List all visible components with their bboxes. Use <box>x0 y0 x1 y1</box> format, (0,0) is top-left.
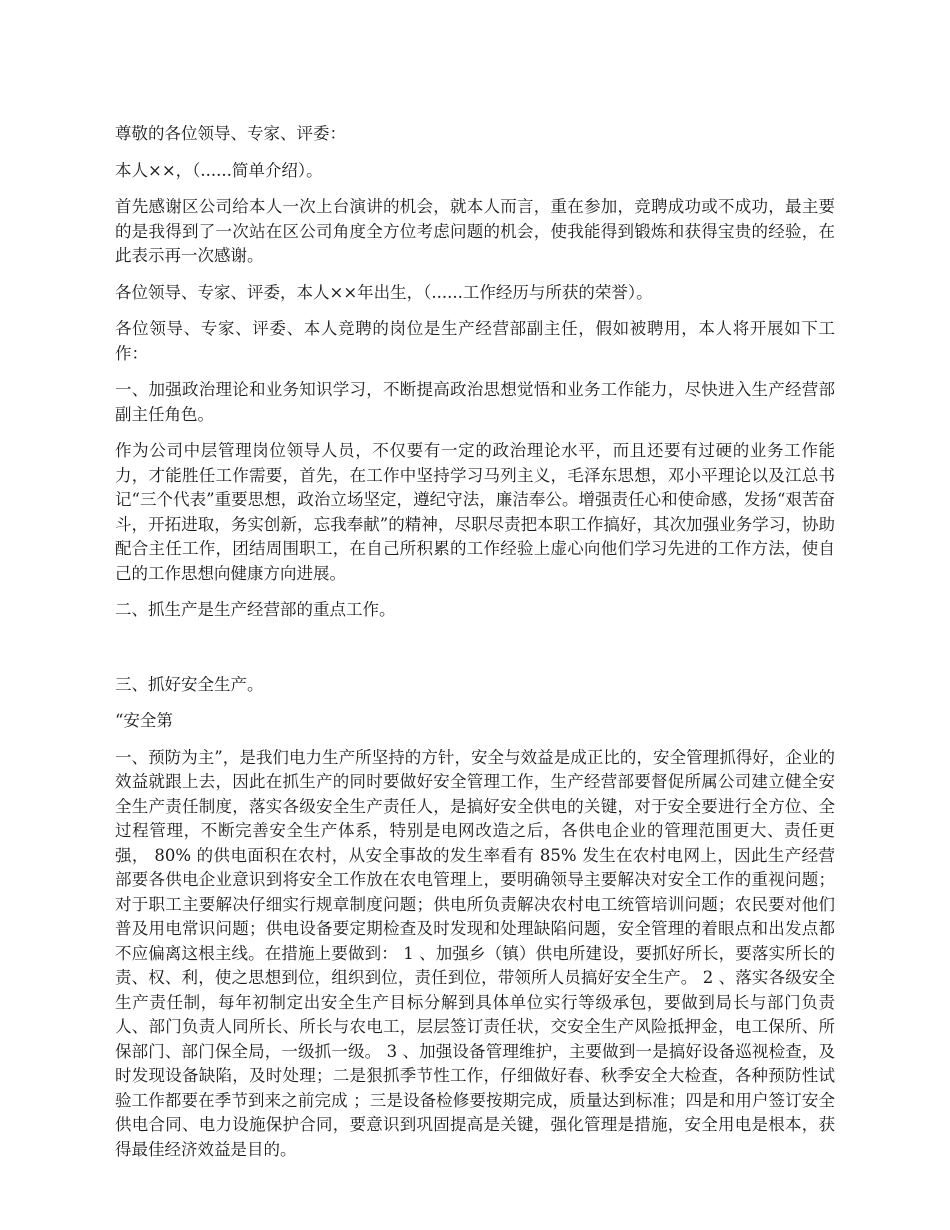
section-heading-1: 一、加强政治理论和业务知识学习，不断提高政治思想觉悟和业务工作能力，尽快进入生产经营部副主任角色。 <box>115 380 835 424</box>
quote-start: “安全第 <box>115 711 173 730</box>
background-paragraph: 各位领导、专家、评委，本人××年出生，（......工作经历与所获的荣誉）。 <box>115 282 653 302</box>
salutation: 尊敬的各位领导、专家、评委： <box>115 124 346 143</box>
position-paragraph: 各位领导、专家、评委、本人竞聘的岗位是生产经营部副主任，假如被聘用，本人将开展如下工作： <box>115 319 835 363</box>
safety-body: 一、预防为主”，是我们电力生产所坚持的方针，安全与效益是成正比的，安全管理抓得好，企业的效益就跟上去，因此在抓生产的同时要做好安全管理工作，生产经营部要督促所属公司建立健全安全生产责任制度，落实各级安全生产责任人，是搞好安全供电的关键，对于安全要进行全方位、全过程管理，不断完善安全生产体系，特别是电网改造之后，各供电企业的管理范围更大、责任更强， 80% 的供电面积在农村，从安全事故的发生率看有 85% 发生在农村电网上，因此生产经营部要各供电企业意识到将安全工作放在农电管理上，要明确领导主要解决对安全工作的重视问题；对于职工主要解决仔细实行规章制度问题；供电所负责解决农村电工统管培训问题；农民要对他们普及用电常识问题；供电设备要定期检查及时发现和处理缺陷问题，安全管理的着眼点和出发点都不应偏离这根主线。在措施上要做到： 1 、加强乡（镇）供电所建设，要抓好所长，要落实所长的责、权、利，使之思想到位，组织到位，责任到位，带领所人员搞好安全生产。 2 、落实各级安全生产责任制，每年初制定出安全生产目标分解到具体单位实行等级承包，要做到局长与部门负责人、部门负责人同所长、所长与农电工，层层签订责任状，交安全生产风险抵押金，电工保所、所保部门、部门保全局，一级抓一级。 3 、加强设备管理维护，主要做到一是搞好设备巡视检查，及时发现设备缺陷，及时处理；二是狠抓季节性工作，仔细做好春、秋季安全大检查，各种预防性试验工作都要在季节到来之前完成 ；三是设备检修要按期完成，质量达到标准；四是和用户签订安全供电合同、电力设施保护合同，要意识到巩固提高是关键，强化管理是措施，安全用电是根本，获得最佳经济效益是目的。 <box>115 747 835 1159</box>
self-introduction: 本人××，（......简单介绍）。 <box>115 160 323 180</box>
section-heading-3: 三、抓好安全生产。 <box>115 674 264 694</box>
document-body <box>115 122 835 1174</box>
thanks-paragraph: 首先感谢区公司给本人一次上台演讲的机会，就本人而言，重在参加，竞聘成功或不成功，最主要的是我得到了一次站在区公司角度全方位考虑问题的机会，使我能得到锻炼和获得宝贵的经验，在此表示再一次感谢。 <box>115 197 835 265</box>
section-heading-2: 二、抓生产是生产经营部的重点工作。 <box>115 600 396 619</box>
section-body-1: 作为公司中层管理岗位领导人员，不仅要有一定的政治理论水平，而且还要有过硬的业务工作能力，才能胜任工作需要，首先，在工作中坚持学习马列主义，毛泽东思想，邓小平理论以及江总书记“三个代表”重要思想，政治立场坚定，遵纪守法，廉洁奉公。增强责任心和使命感，发扬“艰苦奋斗，开拓进取，务实创新，忘我奉献”的精神，尽职尽责把本职工作搞好，其次加强业务学习，协助配合主任工作，团结周围职工，在自己所积累的工作经验上虚心向他们学习先进的工作方法，使自己的工作思想向健康方向进展。 <box>115 441 835 583</box>
